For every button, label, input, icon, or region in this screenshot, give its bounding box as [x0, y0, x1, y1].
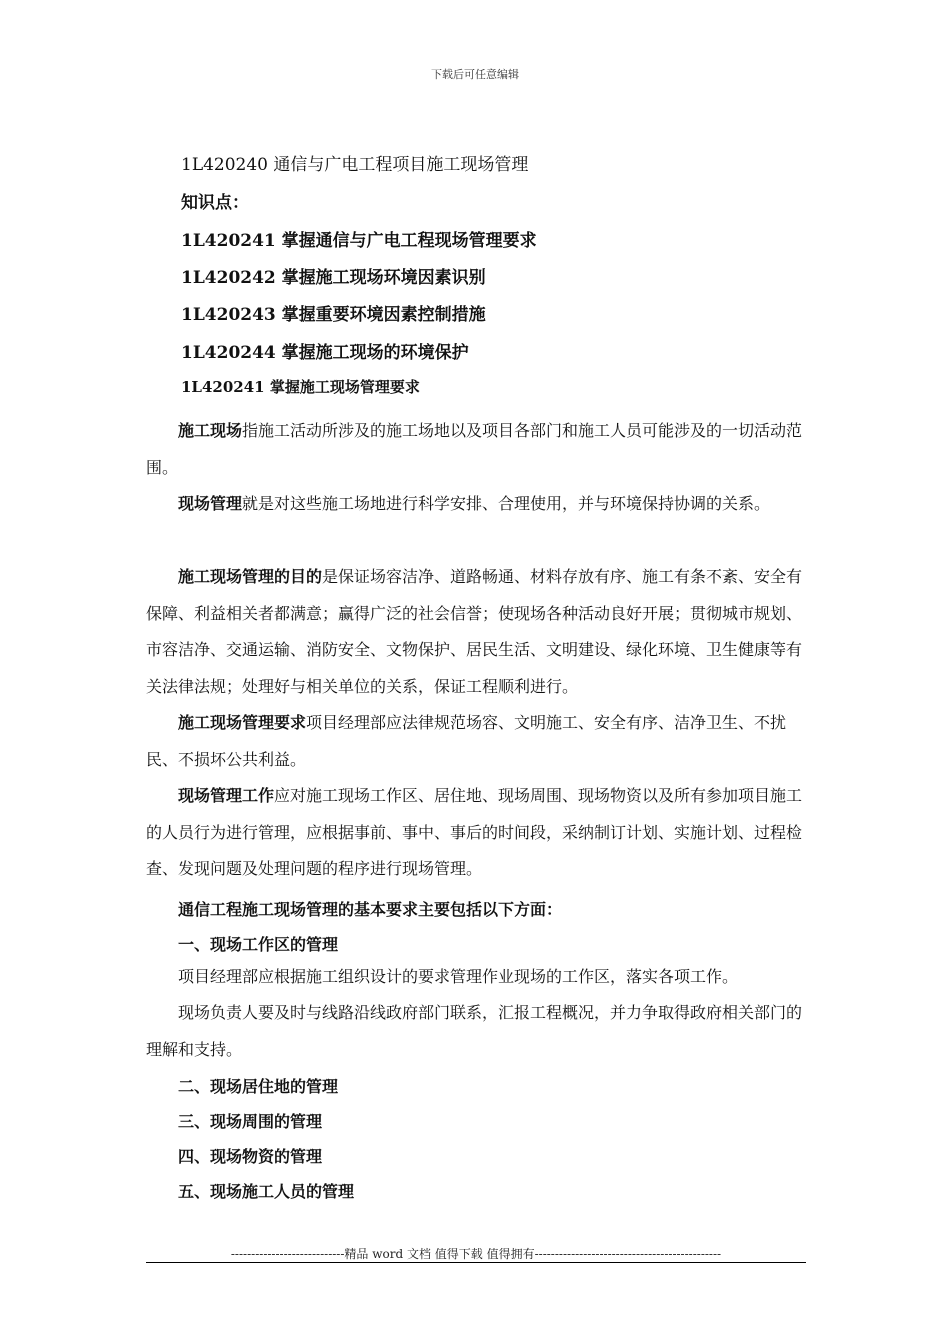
document-title: 1L420240 通信与广电工程项目施工现场管理	[181, 155, 529, 175]
paragraph-term: 施工现场管理要求	[178, 713, 307, 732]
knowledge-label: 知识点：	[181, 193, 249, 213]
subsection-heading: 二、现场居住地的管理	[178, 1077, 339, 1096]
paragraph	[146, 959, 806, 996]
paragraph	[146, 995, 806, 1068]
paragraph-text: 项目经理部应根据施工组织设计的要求管理作业现场的工作区，落实各项工作。	[178, 967, 739, 986]
subsection-heading: 一、现场工作区的管理	[178, 935, 339, 954]
subsection-heading: 四、现场物资的管理	[178, 1147, 323, 1166]
basic-requirements-heading: 通信工程施工现场管理的基本要求主要包括以下方面：	[178, 900, 563, 919]
paragraph	[146, 705, 806, 778]
paragraph	[146, 559, 806, 705]
knowledge-point: 1L420244 掌握施工现场的环境保护	[181, 343, 469, 363]
paragraph-text: 项目经理部应法律规范场容、文明施工、安全有序、洁净卫生、不扰民、不损坏公共利益。	[146, 713, 787, 769]
paragraph-text: 应对施工现场工作区、居住地、现场周围、现场物资以及所有参加项目施工的人员行为进行管理，应根据事前、事中、事后的时间段，采纳制订计划、实施计划、过程检查、发现问题及处理问题的程序进行现场管理。	[146, 786, 803, 878]
subsection-heading: 五、现场施工人员的管理	[178, 1182, 355, 1201]
paragraph	[146, 778, 806, 888]
subsection-heading: 三、现场周围的管理	[178, 1112, 323, 1131]
paragraph	[146, 413, 806, 486]
paragraph-text: 指施工活动所涉及的施工场地以及项目各部门和施工人员可能涉及的一切活动范围。	[146, 421, 803, 477]
footer-rule	[146, 1262, 806, 1263]
header-note: 下载后可任意编辑	[431, 68, 519, 81]
footer-text: ----------------------------精品 word 文档 值得下载 值得拥有----------------------------------------------	[230, 1247, 722, 1261]
paragraph-text: 现场负责人要及时与线路沿线政府部门联系，汇报工程概况，并力争取得政府相关部门的理解和支持。	[146, 1003, 803, 1059]
section-heading: 1L420241 掌握施工现场管理要求	[181, 378, 420, 396]
paragraph-term: 施工现场	[178, 421, 243, 440]
paragraph-text: 是保证场容洁净、道路畅通、材料存放有序、施工有条不紊、安全有保障、利益相关者都满意；赢得广泛的社会信誉；使现场各种活动良好开展；贯彻城市规划、市容洁净、交通运输、消防安全、文物保护、居民生活、文明建设、绿化环境、卫生健康等有关法律法规；处理好与相关单位的关系，保证工程顺利进行。	[146, 567, 803, 696]
knowledge-point: 1L420241 掌握通信与广电工程现场管理要求	[181, 231, 537, 251]
knowledge-point: 1L420243 掌握重要环境因素控制措施	[181, 305, 486, 325]
paragraph-term: 施工现场管理的目的	[178, 567, 323, 586]
paragraph-term: 现场管理工作	[178, 786, 275, 805]
knowledge-point: 1L420242 掌握施工现场环境因素识别	[181, 268, 486, 288]
paragraph	[146, 486, 806, 523]
paragraph-text: 就是对这些施工场地进行科学安排、合理使用，并与环境保持协调的关系。	[242, 494, 771, 513]
paragraph-term: 现场管理	[178, 494, 243, 513]
